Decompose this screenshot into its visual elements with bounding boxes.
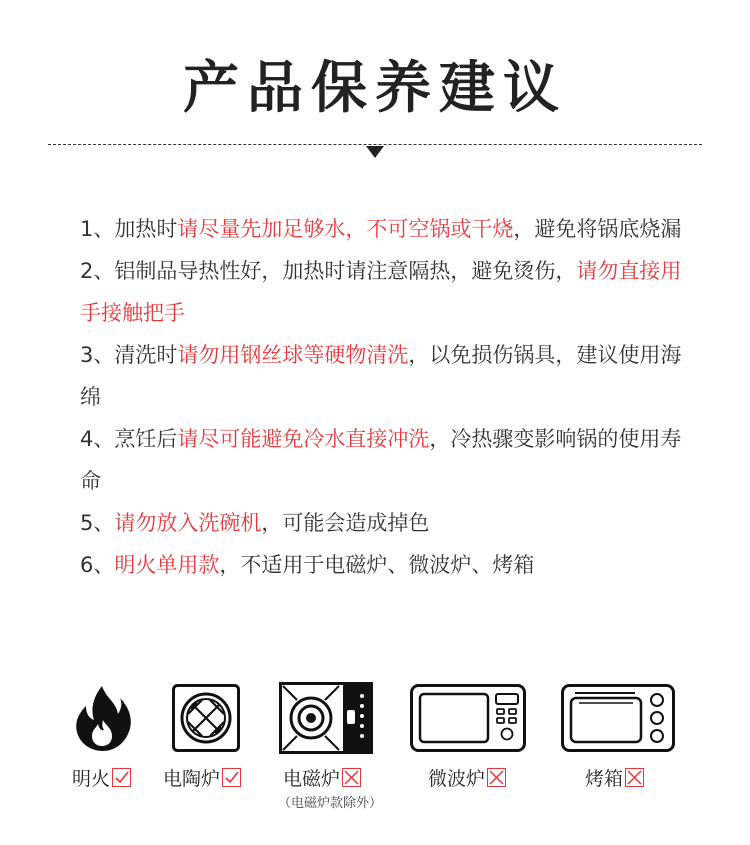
- tip-item-1: [80, 208, 690, 250]
- tip-warning: 请勿用钢丝球等硬物清洗: [177, 343, 409, 367]
- tip-warning: 请尽量先加足够水，不可空锅或干烧: [177, 217, 514, 241]
- tip-text: 2、铝制品导热性好，加热时请注意隔热，避免烫伤，: [80, 259, 577, 283]
- tip-text: 3、清洗时: [80, 343, 178, 367]
- compat-label-ceramic: [163, 764, 241, 791]
- tip-warning: 请尽可能避免冷水直接冲洗: [177, 427, 430, 451]
- tip-item-4: [80, 418, 690, 502]
- tip-item-2: [80, 250, 690, 334]
- compat-label-open-flame: [72, 764, 131, 791]
- check-icon: [222, 768, 241, 787]
- ceramic-cooker-icon: [172, 684, 240, 756]
- tip-item-3: [80, 334, 690, 418]
- check-icon: [112, 768, 131, 787]
- tip-text: 4、烹饪后: [80, 427, 178, 451]
- oven-icon: [561, 684, 675, 756]
- compat-label-text: 电磁炉: [283, 768, 341, 790]
- cross-icon: [342, 768, 361, 787]
- page-title: 产品保养建议: [183, 56, 567, 121]
- heat-source-compatibility: [0, 680, 750, 840]
- tip-warning: 请勿放入洗碗机: [114, 511, 262, 535]
- compat-label-text: 明火: [72, 768, 111, 790]
- dashed-divider: [48, 144, 702, 145]
- tip-text: ，不适用于电磁炉、微波炉、烤箱: [219, 553, 535, 577]
- tip-text: 5、: [80, 511, 115, 535]
- triangle-down-icon: [366, 146, 384, 158]
- tip-text: 6、: [80, 553, 115, 577]
- tip-text: 1、加热时: [80, 217, 178, 241]
- induction-cooker-icon: [279, 682, 373, 758]
- microwave-icon: [410, 684, 526, 756]
- compat-label-induction: [283, 764, 361, 791]
- tip-item-6: [80, 544, 690, 586]
- flame-icon: [72, 684, 134, 756]
- compat-label-microwave: [428, 764, 506, 791]
- tip-text: ，以免损伤锅具，建议使用海绵: [80, 343, 682, 409]
- compat-label-text: 烤箱: [585, 768, 624, 790]
- cross-icon: [487, 768, 506, 787]
- induction-note: （电磁炉款除外）: [278, 796, 383, 811]
- tip-warning: 明火单用款: [114, 553, 220, 577]
- tip-item-5: [80, 502, 690, 544]
- compat-label-oven: [585, 764, 644, 791]
- cross-icon: [625, 768, 644, 787]
- tip-text: ，避免将锅底烧漏: [513, 217, 682, 241]
- care-tips-list: [80, 208, 690, 586]
- tip-text: ，可能会造成掉色: [261, 511, 430, 535]
- tip-text: ，冷热骤变影响锅的使用寿命: [80, 427, 682, 493]
- compat-label-text: 电陶炉: [163, 768, 221, 790]
- compat-label-text: 微波炉: [428, 768, 486, 790]
- tip-warning: 请勿直接用手接触把手: [80, 259, 682, 325]
